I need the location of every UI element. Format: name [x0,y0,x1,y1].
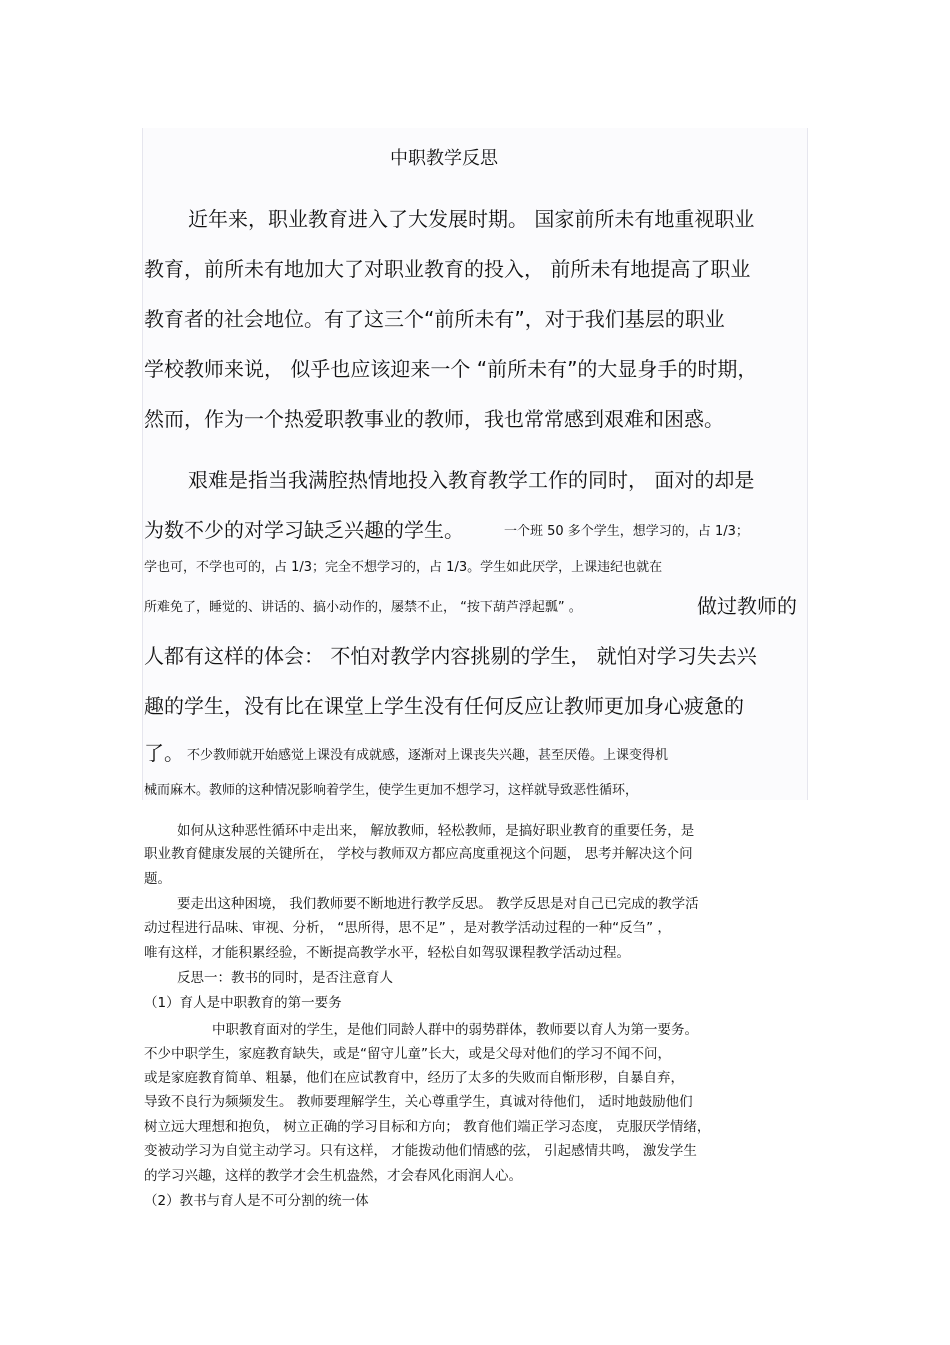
intro-line-3: 教育者的社会地位。有了这三个“前所未有”，对于我们基层的职业 [144,307,725,331]
experience-line-1: 人都有这样的体会： 不怕对教学内容挑剔的学生， 就怕对学习失去兴 [144,644,757,668]
difficulty-inline-small: 一个班 50 多个学生，想学习的，占 1/3； [504,524,749,539]
intro-line-4: 学校教师来说， 似乎也应该迎来一个 “前所未有”的大显身手的时期， [144,357,758,381]
intro-line-1: 近年来，职业教育进入了大发展时期。 国家前所未有地重视职业 [188,207,755,231]
difficulty-line-1: 艰难是指当我满腔热情地投入教育教学工作的同时， 面对的却是 [188,468,755,492]
lower-line-15: 的学习兴趣，这样的教学才会生机盎然，才会春风化雨润人心。 [144,1168,522,1184]
lower-line-2: 职业教育健康发展的关键所在， 学校与教师双方都应高度重视这个问题， 思考并解决这个问 [144,846,693,862]
lower-line-14: 变被动学习为自觉主动学习。只有这样， 才能拨动他们情感的弦， 引起感情共鸣， 激发学生 [144,1143,697,1159]
big-le: 了。 [144,741,184,765]
lower-line-5: 动过程进行品味、审视、分析， “思所得，思不足” ，是对教学活动过程的一种“反刍” ， [144,920,671,936]
lower-line-11: 或是家庭教育简单、粗暴，他们在应试教育中，经历了太多的失败而自惭形秽，自暴自弃， [144,1070,684,1086]
lower-line-13: 树立远大理想和抱负， 树立正确的学习目标和方向； 教育他们端正学习态度， 克服厌学情绪， [144,1119,711,1135]
intro-line-5: 然而，作为一个热爱职教事业的教师，我也常常感到艰难和困惑。 [144,407,724,431]
lower-line-9: 中职教育面对的学生，是他们同龄人群中的弱势群体，教师要以育人为第一要务。 [212,1022,698,1038]
intro-line-2: 教育，前所未有地加大了对职业教育的投入， 前所未有地提高了职业 [144,257,751,281]
difficulty-line-2: 为数不少的对学习缺乏兴趣的学生。 [144,518,464,542]
subheading-2: （2）教书与育人是不可分割的统一体 [144,1193,369,1209]
lower-line-4: 要走出这种困境， 我们教师要不断地进行教学反思。 教学反思是对自己已完成的教学活 [177,896,699,912]
small-line-a2: 所难免了，睡觉的、讲话的、搞小动作的，屡禁不止， “按下葫芦浮起瓢” 。 [144,600,582,615]
subheading-1: （1）育人是中职教育的第一要务 [144,995,342,1011]
section-heading-reflection-1: 反思一：教书的同时，是否注意育人 [177,970,393,986]
lower-line-3: 题。 [144,871,171,887]
experience-line-2: 趣的学生，没有比在课堂上学生没有任何反应让教师更加身心疲惫的 [144,694,744,718]
lower-line-12: 导致不良行为频频发生。 教师要理解学生，关心尊重学生，真诚对待他们， 适时地鼓励他们 [144,1094,693,1110]
lower-line-1: 如何从这种恶性循环中走出来， 解放教师，轻松教师，是搞好职业教育的重要任务，是 [177,823,695,839]
big-inline-tail: 做过教师的 [697,594,797,618]
small-line-b2: 械而麻木。教师的这种情况影响着学生，使学生更加不想学习，这样就导致恶性循环， [144,783,639,798]
small-line-a1: 学也可，不学也可的，占 1/3；完全不想学习的，占 1/3。学生如此厌学，上课违纪也就在 [144,560,663,575]
document-title: 中职教学反思 [390,148,498,169]
lower-line-10: 不少中职学生，家庭教育缺失，或是“留守儿童”长大，或是父母对他们的学习不闻不问， [144,1046,671,1062]
small-line-b1: 不少教师就开始感觉上课没有成就感，逐渐对上课丧失兴趣，甚至厌倦。上课变得机 [187,748,669,763]
lower-line-6: 唯有这样，才能积累经验，不断提高教学水平，轻松自如驾驭课程教学活动过程。 [144,945,630,961]
